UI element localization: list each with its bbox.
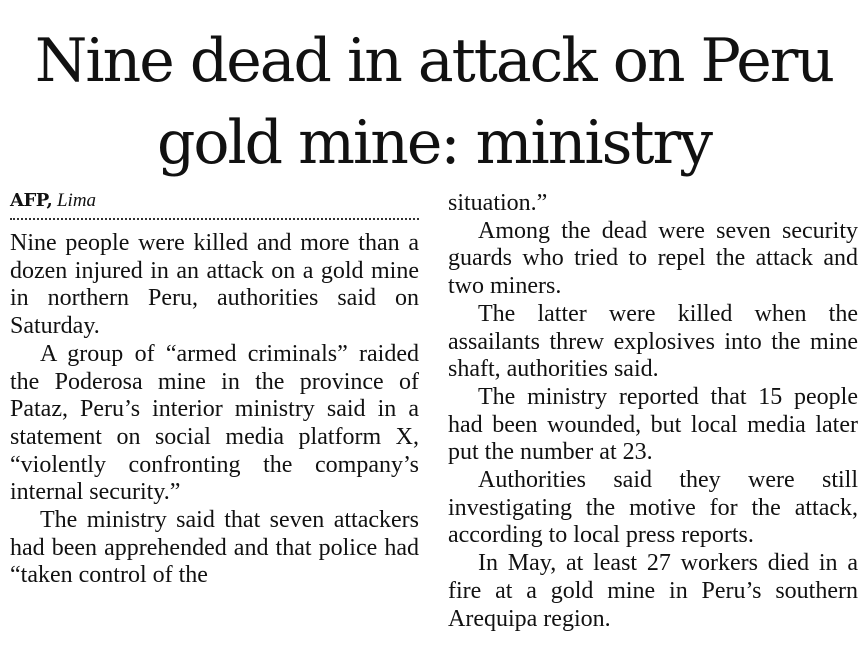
paragraph: The ministry reported that 15 people had been wounded, but local media later put the number at 23. <box>448 383 858 466</box>
headline <box>0 20 868 184</box>
paragraph: Authorities said they were still investigating the motive for the attack, according to local press reports. <box>448 467 858 549</box>
paragraph: A group of “armed criminals” raided the Poderosa mine in the province of Pataz, Peru’s interior ministry said in a statement on social media platform X, “violently confronting the company’s internal security.” <box>10 340 419 506</box>
paragraph-continuation: situation.” <box>448 190 548 216</box>
headline-line-2: gold mine: ministry <box>156 108 712 178</box>
article-column-left <box>10 190 419 590</box>
article-column-right <box>448 190 858 633</box>
paragraph: The ministry said that seven attackers had been apprehended and that police had “taken control of the <box>10 507 419 589</box>
byline-divider <box>10 218 419 220</box>
paragraph: Among the dead were seven security guards who tried to repel the attack and two miners. <box>448 217 858 300</box>
paragraph: Nine people were killed and more than a dozen injured in an attack on a gold mine in northern Peru, authorities said on Saturday. <box>10 230 419 340</box>
byline-place: Lima <box>56 190 97 211</box>
paragraph: The latter were killed when the assailants threw explosives into the mine shaft, authorities said. <box>448 300 858 383</box>
paragraph: In May, at least 27 workers died in a fire at a gold mine in Peru’s southern Arequipa region. <box>448 550 858 632</box>
byline-agency: AFP, <box>10 190 53 211</box>
byline <box>10 190 419 212</box>
headline-line-1: Nine dead in attack on Peru <box>34 26 834 96</box>
